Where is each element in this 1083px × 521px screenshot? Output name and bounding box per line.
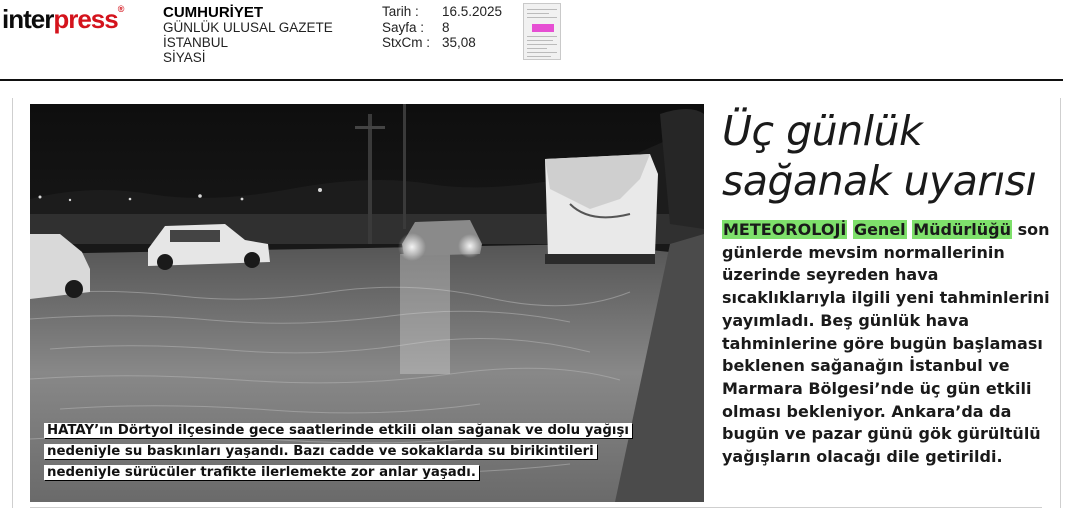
- frame-bottom: [30, 507, 1042, 508]
- article-headline: [722, 106, 1052, 206]
- header-divider: [0, 79, 1063, 81]
- date-value: 16.5.2025: [442, 4, 503, 19]
- page-label: Sayfa :: [382, 19, 425, 35]
- headline-line-1: Üç günlük: [722, 107, 923, 155]
- publication-type: GÜNLÜK ULUSAL GAZETE: [163, 20, 333, 35]
- highlight-word: Genel: [853, 220, 906, 239]
- interpress-logo: interpress®: [2, 4, 124, 34]
- frame-right: [1060, 98, 1061, 508]
- caption-line-2: nedeniyle su baskınları yaşandı. Bazı cadde ve sokaklarda su birikintileri: [44, 444, 597, 459]
- highlight-word: Müdürlüğü: [913, 220, 1011, 239]
- stxcm-label: StxCm :: [382, 35, 431, 50]
- date-label: Tarih :: [382, 4, 419, 19]
- publication-city: İSTANBUL: [163, 35, 229, 50]
- stxcm-value: 35,08: [442, 35, 476, 50]
- headline-line-2: sağanak uyarısı: [722, 157, 1037, 205]
- page-value: 8: [442, 19, 450, 35]
- publication-info: [163, 5, 333, 65]
- article-body: [722, 219, 1052, 469]
- body-text: son günlerde mevsim normallerinin üzerinde seyreden hava sıcaklıklarıyla ilgili yeni tahminlerini yayımladı. Beş günlük hava tahminlerine göre bugün başlaması beklenen sağanağın İstanbul ve Marmara Bölgesi’nde üç gün etkili olması bekleniyor. Ankara’da da bugün ve pazar günü gök gürültülü yağışların olacağı dile getirildi.: [722, 220, 1050, 467]
- publication-name: CUMHURİYET: [163, 4, 263, 21]
- frame-left: [12, 98, 13, 508]
- caption-line-3: nedeniyle sürücüler trafikte ilerlemekte zor anlar yaşadı.: [44, 465, 479, 480]
- thumbnail-highlight: [532, 24, 554, 32]
- clipping-meta: [382, 4, 502, 51]
- photo-caption: [44, 420, 644, 483]
- page-thumbnail[interactable]: [523, 3, 561, 60]
- highlight-word: METEOROLOJİ: [723, 220, 847, 239]
- publication-section: SİYASİ: [163, 50, 206, 65]
- caption-line-1: HATAY’ın Dörtyol ilçesinde gece saatlerinde etkili olan sağanak ve dolu yağışı: [44, 423, 632, 438]
